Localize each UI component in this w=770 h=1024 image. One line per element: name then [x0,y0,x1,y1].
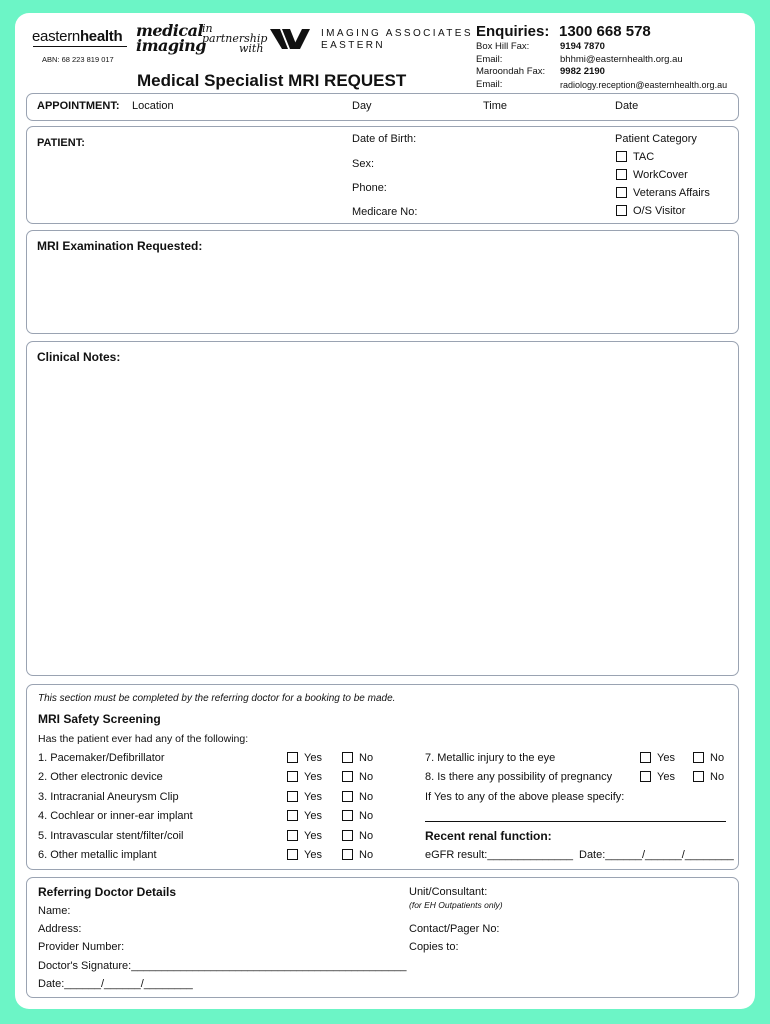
contact-label: Email: [476,53,503,65]
with-text: with [239,42,264,55]
yes-checkbox[interactable] [287,771,298,782]
yes-checkbox[interactable] [287,849,298,860]
egfr-field[interactable]: eGFR result:______________ [425,849,573,861]
doctor-address-field[interactable]: Address: [38,923,82,935]
safety-item: 8. Is there any possibility of pregnancy [425,771,613,783]
no-checkbox[interactable] [693,771,704,782]
no-label: No [359,752,374,764]
dob-field[interactable]: Date of Birth: [352,133,417,145]
yes-label: Yes [304,791,322,803]
contact-label: Box Hill Fax: [476,41,530,52]
yes-label: Yes [304,771,322,783]
yes-checkbox[interactable] [287,810,298,821]
safety-title: MRI Safety Screening [38,712,161,726]
medicare-field[interactable]: Medicare No: [352,206,418,218]
no-checkbox[interactable] [342,849,353,860]
safety-item: 3. Intracranial Aneurysm Clip [38,791,179,803]
safety-item: 7. Metallic injury to the eye [425,752,556,764]
clinical-notes-section[interactable] [26,341,739,676]
abn-text: ABN: 68 223 819 017 [42,55,114,64]
no-label: No [359,830,374,842]
no-label: No [359,810,374,822]
sex-field[interactable]: Sex: [352,158,375,170]
no-checkbox[interactable] [342,830,353,841]
unit-consultant-field[interactable]: Unit/Consultant: [409,886,488,898]
copies-to-field[interactable]: Copies to: [409,941,459,953]
appointment-date[interactable]: Date [615,100,639,112]
in-text: in [202,22,213,35]
exam-label: MRI Examination Requested: [37,239,203,253]
safety-item: 1. Pacemaker/Defibrillator [38,752,165,764]
no-label: No [710,771,725,783]
iae-line1: IMAGING ASSOCIATES [321,28,473,39]
contact-values [560,41,727,91]
specify-label: If Yes to any of the above please specify: [425,791,625,803]
doctor-name-field[interactable]: Name: [38,905,71,917]
safety-item: 2. Other electronic device [38,771,163,783]
referring-title: Referring Doctor Details [38,885,177,899]
doctor-signature-field[interactable]: Doctor's Signature:_____________________________________________ [38,960,407,972]
safety-question: Has the patient ever had any of the following: [38,733,249,745]
os-visitor-label: O/S Visitor [633,205,686,217]
contact-pager-field[interactable]: Contact/Pager No: [409,923,500,935]
workcover-checkbox[interactable] [616,169,627,180]
iae-logo-icon [268,25,312,53]
medical-text: medical [136,21,204,40]
iae-line2: EASTERN [321,40,386,51]
contact-label: Maroondah Fax: [476,66,546,77]
egfr-date-field[interactable]: Date:______/______/________ [579,849,734,861]
appointment-label: APPOINTMENT: [37,100,120,112]
clinical-notes-label: Clinical Notes: [37,350,121,364]
contact-labels [476,41,545,91]
partnership-text: partnership [202,32,268,45]
box-hill-email[interactable]: bhhmi@easternhealth.org.au [560,53,683,65]
yes-checkbox[interactable] [640,752,651,763]
page-title: Medical Specialist MRI REQUEST [137,71,407,90]
no-label: No [710,752,725,764]
appointment-time[interactable]: Time [483,100,508,112]
yes-checkbox[interactable] [287,791,298,802]
no-label: No [359,771,374,783]
no-label: No [359,791,374,803]
logo-eastern-text: eastern [32,28,80,45]
appointment-location[interactable]: Location [132,100,174,112]
tac-label: TAC [633,151,655,163]
logo-health-text: health [79,28,123,45]
no-checkbox[interactable] [693,752,704,763]
imaging-text: imaging [136,36,206,55]
safety-item: 4. Cochlear or inner-ear implant [38,810,193,822]
logo-underline [33,46,127,47]
yes-label: Yes [304,752,322,764]
veterans-affairs-checkbox[interactable] [616,187,627,198]
yes-label: Yes [304,830,322,842]
yes-checkbox[interactable] [640,771,651,782]
contact-label: Email: [476,78,503,90]
partnership-text-block [202,24,267,54]
safety-item: 5. Intravascular stent/filter/coil [38,830,184,842]
no-checkbox[interactable] [342,810,353,821]
appointment-day[interactable]: Day [352,100,372,112]
patient-category-label: Patient Category [615,133,697,145]
veterans-affairs-label: Veterans Affairs [633,187,710,199]
eastern-health-logo [32,28,122,45]
maroondah-email[interactable]: radiology.reception@easternhealth.org.au [560,79,728,90]
yes-checkbox[interactable] [287,830,298,841]
phone-field[interactable]: Phone: [352,182,387,194]
provider-number-field[interactable]: Provider Number: [38,941,125,953]
tac-checkbox[interactable] [616,151,627,162]
yes-label: Yes [304,810,322,822]
os-visitor-checkbox[interactable] [616,205,627,216]
specify-line[interactable] [425,821,726,822]
no-checkbox[interactable] [342,752,353,763]
enquiries-phone: 1300 668 578 [559,23,651,40]
no-label: No [359,849,374,861]
iae-text [321,28,473,52]
safety-note: This section must be completed by the referring doctor for a booking to be made. [38,693,396,704]
patient-label: PATIENT: [37,137,85,149]
referral-date-field[interactable]: Date:______/______/________ [38,978,193,990]
enquiries-label: Enquiries: [476,23,550,40]
yes-checkbox[interactable] [287,752,298,763]
medical-imaging-logo [136,23,206,53]
no-checkbox[interactable] [342,771,353,782]
safety-item: 6. Other metallic implant [38,849,157,861]
maroondah-fax: 9982 2190 [560,66,605,77]
yes-label: Yes [657,752,675,764]
unit-note: (for EH Outpatients only) [409,900,503,910]
yes-label: Yes [304,849,322,861]
box-hill-fax: 9194 7870 [560,41,605,52]
renal-title: Recent renal function: [425,829,552,843]
no-checkbox[interactable] [342,791,353,802]
yes-label: Yes [657,771,675,783]
workcover-label: WorkCover [633,169,688,181]
